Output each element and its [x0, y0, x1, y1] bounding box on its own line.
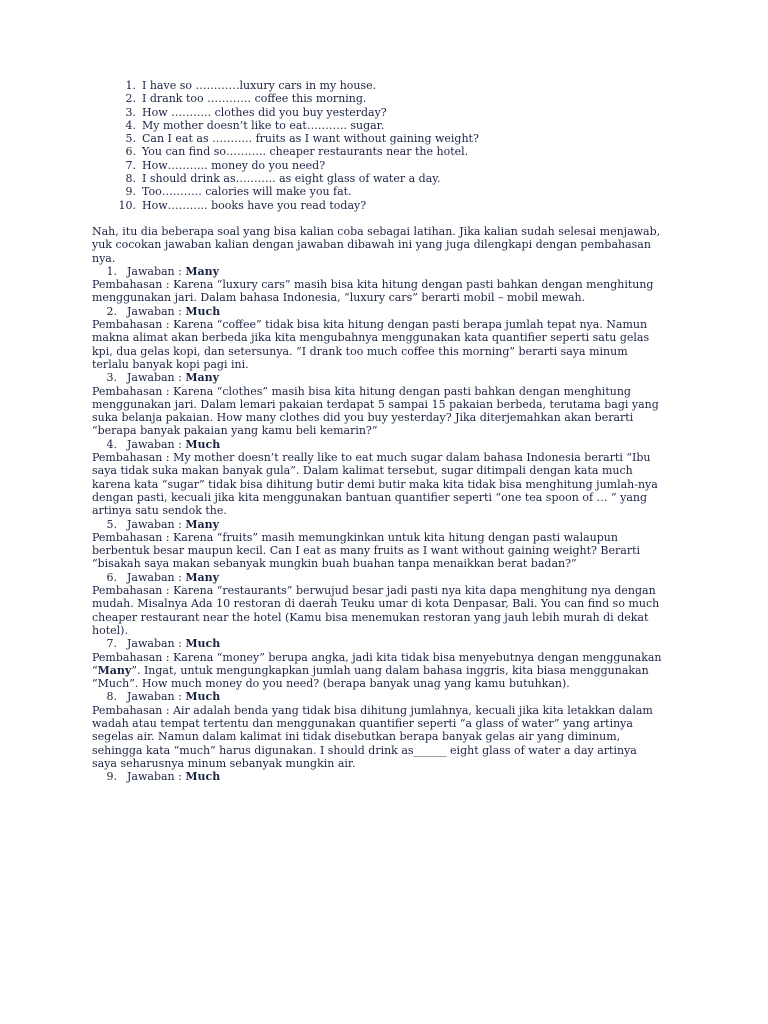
- list-item: [112, 119, 672, 132]
- list-item: [112, 159, 672, 172]
- question-number: 2.: [125, 92, 136, 106]
- explanation-paragraph: Pembahasan : Karena “fruits” masih memungkinkan untuk kita hitung dengan pasti walaupun berbentuk besar maupun kecil. Can I eat as many fruits as I want without gaining weight? Berarti “bisakah saya makan sebanyak mungkin buah buahan tanpa menaikkan berat badan?”: [92, 530, 641, 571]
- answer-word: Much: [185, 437, 221, 451]
- list-item: [112, 106, 672, 119]
- explanation-paragraph: Pembahasan : Karena “luxury cars” masih bisa kita hitung dengan pasti bahkan dengan menghitung menggunakan jari. Dalam bahasa Indonesia, “luxury cars” berarti mobil – mobil mewah.: [92, 278, 654, 305]
- answer-line: [92, 571, 664, 584]
- answer-word: Many: [185, 264, 220, 278]
- question-text: Too……….. calories will make you fat.: [142, 185, 352, 199]
- explanation-paragraph: Pembahasan : Air adalah benda yang tidak bisa dihitung jumlahnya, kecuali jika kita letakkan dalam wadah atau tempat tertentu dan menggunakan quantifier seperti “a glass of water” yang artinya segelas air. Namun dalam kalimat ini tidak disebutkan berapa banyak gelas air yang diminum, sehingga kata “much” harus digunakan. I should drink as______ eight glass of water a day artinya saya seharusnya minum sebanyak mungkin air.: [92, 703, 653, 770]
- answer-label: Jawaban :: [127, 637, 182, 651]
- answer-number: 9.: [106, 770, 117, 784]
- question-number: 7.: [125, 158, 136, 172]
- list-item: [112, 145, 672, 158]
- answer-line: [92, 438, 664, 451]
- answer-label: Jawaban :: [127, 371, 182, 385]
- answer-label: Jawaban :: [127, 264, 182, 278]
- answer-label: Jawaban :: [127, 437, 182, 451]
- answer-label: Jawaban :: [127, 770, 182, 784]
- answer-number: 2.: [106, 304, 117, 318]
- answer-word: Much: [185, 690, 221, 704]
- question-text: I drank too ………… coffee this morning.: [142, 92, 367, 106]
- answer-line: [92, 518, 664, 531]
- list-item: [112, 92, 672, 105]
- answer-label: Jawaban :: [127, 690, 182, 704]
- list-item: [112, 132, 672, 145]
- question-text: How……….. books have you read today?: [142, 198, 367, 212]
- question-number: 1.: [125, 79, 136, 92]
- answer-number: 7.: [106, 637, 117, 651]
- question-number: 4.: [125, 118, 136, 132]
- answer-word: Much: [185, 637, 221, 651]
- question-number: 6.: [125, 145, 136, 159]
- answer-word: Many: [185, 570, 220, 584]
- answer-line: [92, 770, 664, 783]
- answer-line: [92, 265, 664, 278]
- question-number: 3.: [125, 105, 136, 119]
- explanation-paragraph: [92, 651, 664, 691]
- answer-word: Much: [185, 770, 221, 784]
- list-item: [112, 185, 672, 198]
- question-text: I have so …………luxury cars in my house.: [142, 79, 377, 92]
- question-text: How……….. money do you need?: [142, 158, 326, 172]
- intro-paragraph: Nah, itu dia beberapa soal yang bisa kalian coba sebagai latihan. Jika kalian sudah selesai menjawab, yuk cocokan jawaban kalian dengan jawaban dibawah ini yang juga dilengkapi dengan pembahasan nya.: [92, 225, 661, 265]
- answer-word: Much: [185, 304, 221, 318]
- explanation-paragraph: Pembahasan : Karena “restaurants” berwujud besar jadi pasti nya kita dapa menghitung nya dengan mudah. Misalnya Ada 10 restoran di daerah Teuku umar di kota Denpasar, Bali. You can find so much cheaper restaurant near the hotel (Kamu bisa menemukan restoran yang jauh lebih murah di dekat hotel).: [92, 584, 660, 637]
- answer-label: Jawaban :: [127, 517, 182, 531]
- explanation-paragraph: Pembahasan : Karena “coffee” tidak bisa kita hitung dengan pasti berapa jumlah tepat nya. Namun makna alimat akan berbeda jika kita mengubahnya menggunakan kata quantifier seperti satu gelas kpi, dua gelas kopi, dan setersunya. “I drank too much coffee this morning” berarti saya minum terlalu banyak kopi pagi ini.: [92, 318, 650, 371]
- explanation-bold-word: Many: [97, 663, 132, 677]
- answer-label: Jawaban :: [127, 570, 182, 584]
- answer-number: 3.: [106, 371, 117, 385]
- question-text: Can I eat as ……….. fruits as I want without gaining weight?: [142, 132, 479, 146]
- question-text: You can find so……….. cheaper restaurants near the hotel.: [142, 145, 469, 159]
- answer-number: 4.: [106, 437, 117, 451]
- answer-word: Many: [185, 517, 220, 531]
- question-text: How ……….. clothes did you buy yesterday?: [142, 105, 387, 119]
- answer-line: [92, 371, 664, 384]
- answer-word: Many: [185, 371, 220, 385]
- answer-number: 1.: [106, 264, 117, 278]
- question-number: 5.: [125, 132, 136, 146]
- question-list: [112, 79, 672, 212]
- question-number: 9.: [125, 185, 136, 199]
- question-number: 8.: [125, 172, 136, 186]
- question-text: My mother doesn’t like to eat……….. sugar.: [142, 118, 385, 132]
- answer-number: 5.: [106, 517, 117, 531]
- explanation-paragraph: Pembahasan : Karena “clothes” masih bisa kita hitung dengan pasti bahkan dengan menghitung menggunakan jari. Dalam lemari pakaian terdapat 5 sampai 15 pakaian berbeda, terutama bagi yang suka belanja pakaian. How many clothes did you buy yesterday? Jika diterjemahkan akan berarti “berapa banyak pakaian yang kamu beli kemarin?”: [92, 384, 659, 438]
- answer-number: 6.: [106, 570, 117, 584]
- answer-label: Jawaban :: [127, 304, 182, 318]
- list-item: [112, 79, 672, 92]
- explanation-text: Pembahasan : Karena “money” berupa angka, jadi kita tidak bisa menyebutnya dengan menggunakan “: [92, 650, 662, 677]
- answer-section: [92, 225, 664, 783]
- answer-line: [92, 305, 664, 318]
- list-item: [112, 172, 672, 185]
- explanation-paragraph: Pembahasan : My mother doesn’t really like to eat much sugar dalam bahasa Indonesia berarti “Ibu saya tidak suka makan banyak gula”. Dalam kalimat tersebut, sugar ditimpali dengan kata much karena kata “sugar” tidak bisa dihitung butir demi butir maka kita tidak bisa menghitung jumlah-nya dengan pasti, kecuali jika kita menggunakan bantuan quantifier seperti “one tea spoon of … ” yang artinya satu sendok the.: [92, 451, 658, 518]
- question-number: 10.: [118, 198, 136, 212]
- explanation-text: ”. Ingat, untuk mengungkapkan jumlah uang dalam bahasa inggris, kita biasa menggunakan “Much”. How much money do you need? (berapa banyak unag yang kamu butuhkan).: [92, 663, 649, 691]
- question-text: I should drink as……….. as eight glass of water a day.: [142, 172, 441, 186]
- list-item: [112, 199, 672, 212]
- answer-number: 8.: [106, 690, 117, 704]
- answer-line: [92, 637, 664, 650]
- answer-line: [92, 690, 664, 703]
